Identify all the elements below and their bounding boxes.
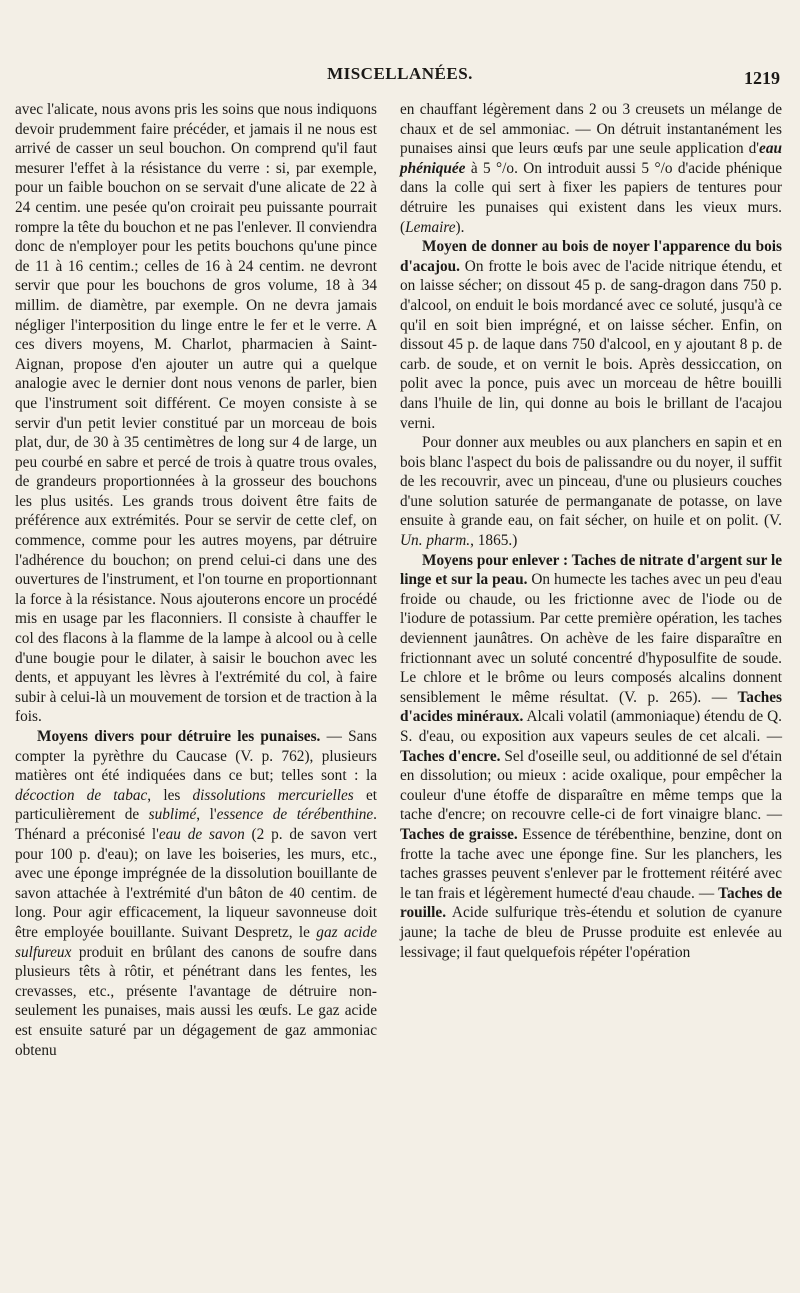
text-run: et particulièrement de: [15, 786, 377, 824]
text-run: produit en brûlant des canons de soufre dans plusieurs têts à rôtir, et pénétrant dans les fentes, les crevasses, etc., présente l'avantage de détruire non-seulement les punaises, mais aussi les œufs. Le gaz acide est ensuite saturé par un dégagement de gaz ammoniac obtenu: [15, 943, 377, 1059]
italic-term: sublimé: [148, 806, 197, 824]
subheading-encre: Taches d'encre.: [400, 747, 501, 765]
text-run: On frotte le bois avec de l'acide nitrique étendu, et on laisse sécher; on dissout 45 p. de sang-dragon dans 750 p. d'alcool, on enduit le bois mordancé avec ce soluté, jusqu'à ce qu'il en soit bien imprégné, et on laisse sécher. Enfin, on dissout 45 p. de laque dans 750 d'alcool, en y ajoutant 8 p. de carb. de soude, et on vernit le bois. Après dessiccation, on polit avec la ponce, puis avec un morceau de hêtre bouilli dans l'huile de lin, qui donne au bois le brillant de l'acajou verni.: [400, 257, 782, 432]
paragraph-palissandre: [400, 433, 782, 551]
text-run: Alcali volatil (ammoniaque) étendu de Q. S. d'eau, ou exposition aux vapeurs seules de cet alcali. —: [400, 708, 782, 745]
paragraph-bouchons: avec l'alicate, nous avons pris les soins que nous indiquons devoir prudemment faire précéder, et jamais il ne nous est arrivé de casser un seul bouchon. On comprend qu'il faut mesurer l'effet à la résistance du verre : si, par exemple, pour un faible bouchon on se servait d'une alicate de 22 à 24 centim. une pesée qu'on croirait peu puissante pourrait rompre la tête du bouchon et ne pas l'enlever. Il conviendra donc de n'employer pour les petits bouchons qu'une pince de 11 à 16 centim.; celles de 16 à 24 centim. ne devront servir que pour les bouchons de gros volume, 18 à 34 millim. de diamètre, par exemple. On ne devra jamais négliger l'interposition du linge entre le fer et le verre. A ces divers moyens, M. Charlot, pharmacien à Saint-Aignan, propose d'en ajouter un autre qui a quelque analogie avec le dernier dont nous venons de parler, bien que l'instrument soit différent. Ce moyen consiste à se servir d'un petit levier constitué par un morceau de bois plat, dur, de 30 à 35 centimètres de long sur 4 de large, un peu courbé en sabre et percé de trois à quatre trous ovales, de grandeurs proportionnées à la grosseur des bouchons les plus usités. Les grands trous doivent être faits de préférence aux extrémités. Pour se servir de cette clef, on commence, comme pour les autres moyens, par détruire l'adhérence du bouchon; on prend celui-ci dans une des ouvertures de l'instrument, et l'on tourne en proportionnant la force à la résistance. Nous ajouterons encore un procédé mis en usage par les flaconniers. Il consiste à chauffer le col des flacons à la flamme de la lampe à alcool ou à celle d'une bougie pour le dilater, à saisir le bouchon avec les dents, et appuyant les lèvres à l'extrémité du col, à faire subir à celui-là un mouvement de torsion et de traction à la fois.: [15, 101, 377, 726]
text-run: à 5 °/o. On introduit aussi 5 °/o d'acide phénique dans la colle qui sert à fixer les papiers de tentures pour détruire les punaises qui existent dans les vieux murs. (: [400, 159, 782, 236]
text-run: — Sans compter la pyrèthre du Caucase (V. p. 762), plusieurs matières ont été indiquées dans ce but; telles sont : la: [15, 728, 377, 785]
section-heading-taches: Moyens pour enlever : Taches de nitrate d'argent sur le linge et sur la peau.: [400, 551, 782, 589]
text-run: , 1865.): [470, 532, 518, 550]
text-run: . Thénard a préconisé l': [15, 806, 377, 843]
italic-term: eau de savon: [158, 825, 245, 843]
section-heading-punaises: Moyens divers pour détruire les punaises.: [37, 728, 321, 745]
left-column: [15, 100, 377, 1060]
right-column: [400, 100, 782, 962]
italic-term: eau phéniquée: [400, 140, 782, 177]
subheading-rouille: Taches de rouille.: [400, 884, 782, 922]
text-run: On humecte les taches avec un peu d'eau froide ou chaude, ou les frictionne avec de l'iode ou de l'iodure de potassium. Par cette première opération, les taches deviennent jaunâtres. On achève de les faire disparaître en frictionnant avec un soluté concentré d'hyposulfite de soude. Le chlore et le brôme ou leurs composés alcalins donnent sensiblement le même résultat. (V. p. 265). —: [400, 571, 782, 706]
running-head-title: MISCELLANÉES.: [327, 64, 473, 83]
subheading-acides: Taches d'acides minéraux.: [400, 688, 782, 726]
italic-term: gaz acide sulfureux: [15, 923, 377, 961]
italic-term: décoction de tabac: [15, 786, 148, 804]
citation-author: Lemaire: [405, 218, 456, 236]
page-number: 1219: [744, 68, 780, 88]
text-run: Pour donner aux meubles ou aux planchers en sapin et en bois blanc l'aspect du bois de palissandre ou du noyer, il suffit de les recouvrir, avec un pinceau, d'une ou plusieurs couches d'une solution saturée de permanganate de potasse, on lave ensuite à grande eau, on fait sécher, on huile et on polit. (V.: [400, 434, 782, 530]
text-run: , l': [196, 806, 217, 824]
citation-source: Un. pharm.: [400, 532, 471, 550]
text-run: ).: [455, 218, 465, 236]
paragraph-punaises-cont: [400, 100, 782, 237]
text-run: Essence de térébenthine, benzine, dont on frotte la tache avec une éponge fine. Sur les planchers, les taches grasses peuvent s'enlever par le frottement réitéré avec le tan frais et légèrement humecté d'eau chaude. —: [400, 825, 782, 902]
subheading-graisse: Taches de graisse.: [400, 825, 518, 843]
text-run: Sel d'oseille seul, ou additionné de sel d'étain en dissolution; ou mieux : acide oxalique, pour empêcher la couleur d'une étoffe de disparaître en même temps que la tache d'encre; on recouvre celle-ci de fort vinaigre blanc. —: [400, 747, 783, 824]
text-run: Acide sulfurique très-étendu et solution de cyanure jaune; la tache de bleu de Prusse produite est enlevée au lessivage; il faut quelquefois répéter l'opération: [400, 904, 782, 961]
text-run: (2 p. de savon vert pour 100 p. d'eau); on lave les boiseries, les murs, etc., avec une éponge imprégnée de la dissolution bouillante de savon attachée à l'extrémité d'un bâton de 40 centim. de long. Pour agir efficacement, la liqueur savonneuse doit être employée bouillante. Suivant Despretz, le: [15, 825, 377, 941]
paragraph-acajou: [400, 237, 782, 433]
paragraph-punaises: [15, 727, 377, 1060]
paragraph-taches: [400, 551, 782, 962]
text-run: en chauffant légèrement dans 2 ou 3 creusets un mélange de chaux et de sel ammoniac. — On détruit instantanément les punaises ainsi que leurs œufs par une seule application d': [400, 101, 782, 158]
text-run: , les: [147, 786, 193, 804]
italic-term: dissolutions mercurielles: [192, 786, 354, 804]
section-heading-acajou: Moyen de donner au bois de noyer l'apparence du bois d'acajou.: [400, 238, 782, 275]
italic-term: essence de térébenthine: [216, 806, 374, 824]
